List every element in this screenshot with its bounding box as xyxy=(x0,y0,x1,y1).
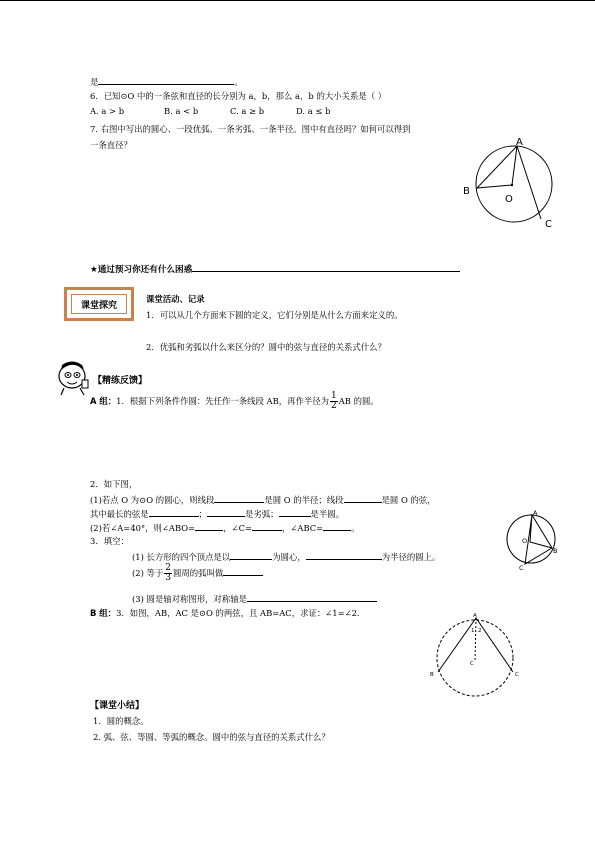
summary-item-2: 2. 弧、弦、等圆、等弧的概念。圆中的弦与直径的关系式什么？ xyxy=(93,732,330,742)
q3-radius-blank[interactable] xyxy=(306,550,382,560)
q2-part1-line2 xyxy=(90,507,344,520)
circle-figure-3 xyxy=(426,610,526,698)
fig1-label-b: B xyxy=(463,186,470,197)
q6-option-d[interactable]: D. a ≤ b xyxy=(296,106,331,116)
explore-item-2: 2．优弧和劣弧以什么来区分的？圆中的弦与直径的关系式什么？ xyxy=(146,342,386,352)
q3-arc-name-blank[interactable] xyxy=(223,566,263,576)
q2-1f: 是劣弧； xyxy=(245,509,279,519)
fig3-angle-1: 1 xyxy=(471,628,475,634)
q2-angle-abc-blank[interactable] xyxy=(323,521,351,531)
q3-2b: 圆周的弧叫做 xyxy=(173,568,224,578)
a1-suffix: AB 的圆。 xyxy=(338,396,379,406)
q2-angle-abo-blank[interactable] xyxy=(195,521,223,531)
q2-2a: (2)若∠A=40°，则∠ABO= xyxy=(90,523,196,533)
q2-minor-arc-blank[interactable] xyxy=(207,507,245,517)
q2-semicircle-blank[interactable] xyxy=(279,507,311,517)
fig3-label-o: C xyxy=(470,661,474,667)
q2-part2 xyxy=(90,521,360,534)
q3-3: (3) 圆是轴对称图形，对称轴是 xyxy=(132,594,248,604)
fig3-label-b: B xyxy=(430,672,434,678)
q7-line1: 7. 右图中写出的圆心、一段优弧、一条劣弧、一条半径。图中有直径吗？如何可以得到 xyxy=(90,124,411,134)
fraction-denominator: 3 xyxy=(165,573,172,583)
preview-label: ★通过预习你还有什么困惑 xyxy=(90,265,193,275)
fig3-label-c: C xyxy=(515,672,519,678)
fig1-label-c: C xyxy=(545,219,552,230)
q2-title: 2．如下图， xyxy=(90,479,138,489)
q3-part2 xyxy=(132,564,263,583)
q3-axis-blank[interactable] xyxy=(247,592,377,602)
q7-line2: 一条直径？ xyxy=(90,140,132,150)
fig1-label-o: O xyxy=(505,194,513,205)
explore-item-1: 1．可以从几个方面来下圆的定义，它们分别是从什么方面来定义的。 xyxy=(146,310,403,320)
q6-option-b[interactable]: B. a < b xyxy=(164,106,199,116)
q2-1d: 其中最长的弦是 xyxy=(90,509,149,519)
q2-1b: 是圆 O 的半径；线段 xyxy=(264,495,344,505)
fraction-numerator: 2 xyxy=(165,563,172,573)
classroom-explore-badge xyxy=(64,287,134,321)
q3-part3 xyxy=(132,592,377,605)
q5-tail xyxy=(90,75,243,88)
q2-radius-blank[interactable] xyxy=(214,493,264,503)
fig2-label-c: C xyxy=(519,564,524,572)
fraction-numerator: 1 xyxy=(330,391,337,401)
q3-2a: (2) 等于 xyxy=(132,568,164,578)
q2-1c: 是圆 O 的弦， xyxy=(381,495,436,505)
q2-chord-blank[interactable] xyxy=(344,493,382,503)
circle-figure-1 xyxy=(458,132,564,232)
fig3-angle-2: 2 xyxy=(478,628,482,634)
q2-1e: ； xyxy=(198,509,207,519)
fig2-label-o: O xyxy=(522,537,528,545)
preview-question xyxy=(90,262,460,275)
q2-2b: ，∠C= xyxy=(223,523,253,533)
fig1-label-a: A xyxy=(516,137,523,148)
summary-title: 【课堂小结】 xyxy=(90,701,145,711)
classroom-explore-badge-label: 课堂探究 xyxy=(71,294,127,314)
q2-part1-line1 xyxy=(90,493,436,506)
fig3-label-a: A xyxy=(473,613,477,619)
group-a-label: A 组： xyxy=(90,396,117,406)
q5-blank[interactable] xyxy=(98,75,234,85)
q2-angle-c-blank[interactable] xyxy=(252,521,282,531)
group-b-question-3 xyxy=(90,607,360,619)
fig2-label-a: A xyxy=(533,509,538,517)
group-a-question-1 xyxy=(90,392,379,411)
q2-1g: 是半圆。 xyxy=(310,509,344,519)
summary-item-1: 1．圆的概念。 xyxy=(93,716,149,726)
q2-longest-chord-blank[interactable] xyxy=(149,507,199,517)
q3-title: 3．填空： xyxy=(90,536,129,546)
q3-1b: 为圆心， xyxy=(272,552,306,562)
q5-prefix: 是 xyxy=(90,77,99,87)
q2-2c: ，∠ABC= xyxy=(282,523,324,533)
fraction-denominator: 2 xyxy=(330,401,337,411)
q5-suffix: 。 xyxy=(234,77,243,87)
cartoon-teacher-icon xyxy=(56,360,90,396)
q6-stem: 6．已知⊙O 中的一条弦和直径的长分别为 a，b，那么 a，b 的大小关系是（ ） xyxy=(90,91,387,101)
q3-part1 xyxy=(132,550,440,563)
q6-option-a[interactable]: A. a > b xyxy=(90,106,125,116)
q2-2d: 。 xyxy=(351,523,360,533)
page-top-rule xyxy=(0,0,595,1)
preview-answer-line[interactable] xyxy=(192,262,460,272)
q3-1a: (1) 长方形的四个顶点是以 xyxy=(132,552,231,562)
fraction-one-half xyxy=(330,392,338,411)
explore-title: 课堂活动、记录 xyxy=(146,294,205,304)
b3-text: 3．如图，AB，AC 是⊙O 的两弦，且 AB=AC，求证：∠1=∠2. xyxy=(116,608,360,618)
feedback-title: 【精练反馈】 xyxy=(93,376,148,386)
circle-figure-2 xyxy=(503,506,561,572)
fraction-two-thirds xyxy=(164,564,172,583)
a1-prefix: 1．根据下列条件作圆：先任作一条线段 AB，再作半径为 xyxy=(116,396,329,406)
q6-option-c[interactable]: C. a ≥ b xyxy=(230,106,265,116)
q3-1c: 为半径的圆上。 xyxy=(381,552,441,562)
group-b-label: B 组： xyxy=(90,608,117,618)
fig2-label-b: B xyxy=(553,547,558,555)
q3-center-blank[interactable] xyxy=(230,550,272,560)
q2-1a: (1)若点 O 为⊙O 的圆心，则线段 xyxy=(90,495,215,505)
